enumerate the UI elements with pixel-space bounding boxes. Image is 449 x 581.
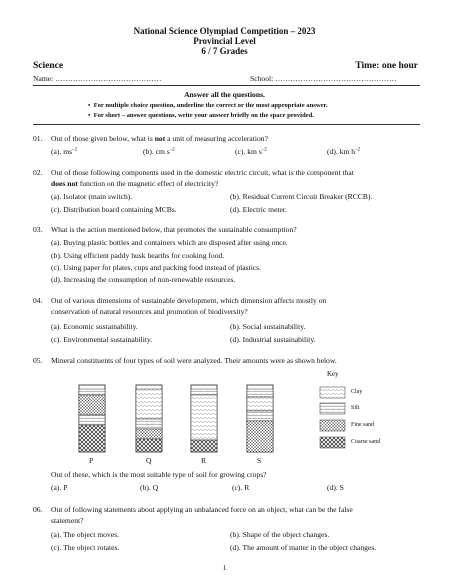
q4-option-c[interactable]: (c). Environmental sustainability.: [51, 335, 153, 344]
jar-label-s: S: [257, 456, 262, 465]
time-label: Time: one hour: [355, 61, 418, 71]
key-label-silt: Silt: [351, 405, 360, 411]
q4-text: Out of various dimensions of sustainable development, which dimension affects mostly on conservation of natural resources and promotion of biodiversity?: [51, 296, 327, 316]
jar-label-q: Q: [146, 456, 152, 465]
q6-option-a[interactable]: (a). The object moves.: [51, 530, 119, 539]
q3-option-a[interactable]: (a). Buying plastic bottles and containers which are disposed after using once.: [51, 238, 288, 247]
q3-number: 03.: [33, 225, 43, 234]
instruction-bullet-2: • For short – answer questions, write your answer briefly on the space provided.: [88, 112, 314, 119]
q6-option-c[interactable]: (c). The object rotates.: [51, 543, 120, 552]
q6-option-d[interactable]: (d). The amount of matter in the object changes.: [230, 543, 377, 552]
exam-title: National Science Olympiad Competition – 2023: [133, 26, 316, 36]
q1-option-b[interactable]: (b). cm $s^{-2}$: [143, 147, 175, 156]
exam-level: Provincial Level: [193, 36, 256, 46]
q3-text: What is the action mentioned below, that promotes the sustainable consumption?: [51, 225, 297, 234]
q4-option-a[interactable]: (a). Economic sustainability.: [51, 322, 138, 331]
key-label-fine-sand: Fine sand: [351, 422, 375, 428]
q2-option-a[interactable]: (a). Isolator (main switch).: [51, 192, 133, 201]
jar-label-p: P: [89, 456, 94, 465]
q5-option-b[interactable]: (b). Q: [140, 483, 159, 492]
key-swatch-fine-sand: [320, 420, 345, 431]
jar-label-r: R: [201, 456, 207, 465]
key-swatch-silt: [320, 403, 345, 414]
q5-question: Out of these, which is the most suitable type of soil for growing crops?: [51, 470, 267, 479]
exam-grades: 6 / 7 Grades: [201, 46, 248, 56]
key-swatch-coarse-sand: [320, 437, 345, 448]
soil-jar-q: [136, 385, 162, 452]
q3-option-c[interactable]: (c). Using paper for plates, cups and packing food instead of plastics.: [51, 263, 262, 272]
q6-text: Out of following statements about applying an unbalanced force on an object, what can be the false statement?: [51, 505, 353, 525]
q6-option-b[interactable]: (b). Shape of the object changes.: [230, 530, 330, 539]
key-label-coarse-sand: Coarse sand: [351, 439, 381, 445]
key-swatch-clay: [320, 387, 345, 398]
q2-option-d[interactable]: (d). Electric meter.: [230, 205, 287, 214]
q1-option-d[interactable]: (d). km $h^{-2}$: [327, 147, 361, 156]
instruction-bullet-1: • For multiple choice question, underline the correct or the most appropriate answer.: [88, 102, 328, 109]
q5-number: 05.: [33, 356, 43, 365]
soil-jar-r: [191, 385, 217, 452]
key-title: Key: [327, 370, 339, 378]
bullet-icon: •: [88, 112, 94, 119]
q4-number: 04.: [33, 296, 43, 305]
q3-option-d[interactable]: (d). Increasing the consumption of non-renewable resources.: [51, 275, 236, 284]
page-number: 1: [222, 564, 227, 572]
q2-option-b[interactable]: (b). Residual Current Circuit Breaker (RCCB).: [230, 192, 373, 201]
q4-option-b[interactable]: (b). Social sustainability.: [230, 322, 306, 331]
q1-option-c[interactable]: (c). km $s^{-2}$: [235, 147, 267, 156]
q1-option-a[interactable]: (a). $ms^{-2}$: [51, 147, 78, 156]
q6-number: 06.: [33, 505, 43, 514]
soil-jar-s: [247, 385, 273, 452]
q2-text: Out of those following components used in the domestic electric circuit, what is the component that does not function on the magnetic effect of electricity?: [51, 168, 354, 188]
q5-option-d[interactable]: (d). S: [327, 483, 344, 492]
q3-option-b[interactable]: (b). Using efficient paddy husk hearths for cooking food.: [51, 251, 225, 260]
q5-option-c[interactable]: (c). R: [232, 483, 250, 492]
q5-option-a[interactable]: (a). P: [51, 483, 68, 492]
bullet-icon: •: [88, 102, 94, 109]
soil-jar-p: [79, 385, 105, 452]
name-field[interactable]: Name: ……………………………………: [33, 74, 162, 83]
q1-number: 01.: [33, 134, 43, 143]
school-field[interactable]: School: …………………………………………: [250, 74, 397, 83]
q5-text: Mineral constituents of four types of soil were analyzed. Their amounts were as shown below.: [51, 356, 337, 365]
q2-number: 02.: [33, 168, 43, 177]
key-label-clay: Clay: [351, 389, 363, 395]
q4-option-d[interactable]: (d). Industrial sustainability.: [230, 335, 316, 344]
q1-text: Out of those given below, what is not a unit of measuring acceleration?: [51, 134, 268, 143]
instructions-heading: Answer all the questions.: [184, 90, 265, 99]
subject-label: Science: [33, 61, 64, 71]
q2-option-c[interactable]: (c). Distribution board containing MCBs.: [51, 205, 177, 214]
